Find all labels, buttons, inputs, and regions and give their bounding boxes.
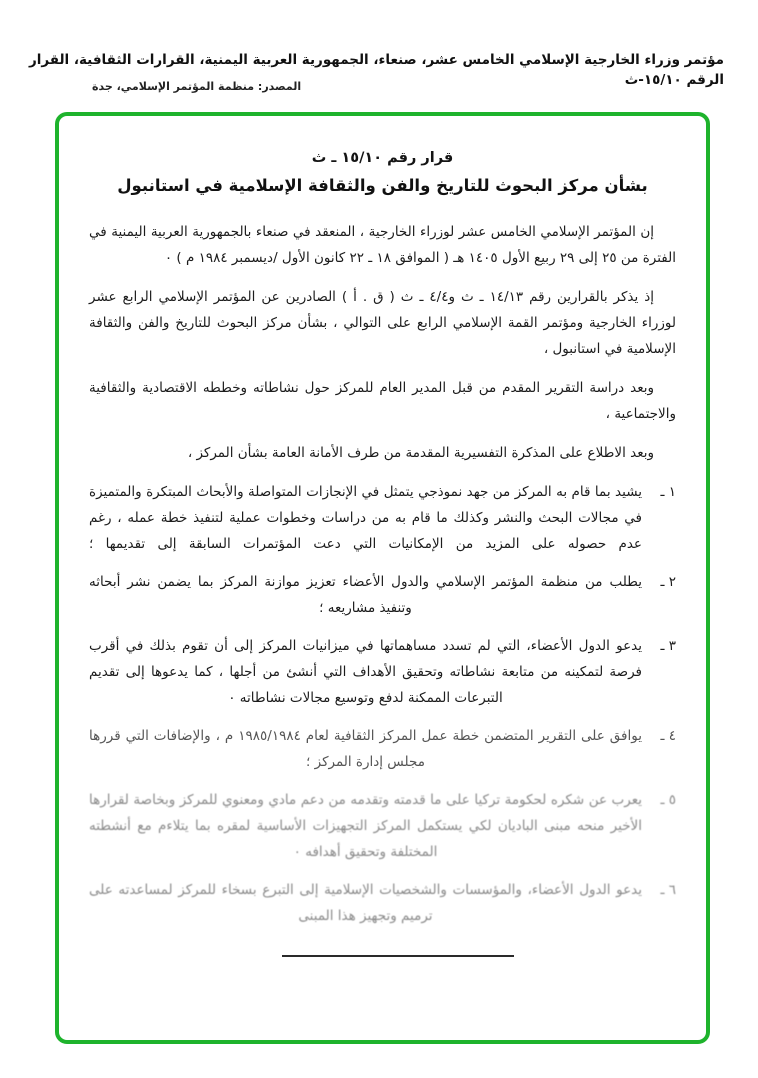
divider-line xyxy=(282,955,514,957)
decree-subject-title: بشأن مركز البحوث للتاريخ والفن والثقافة الإسلامية في استانبول xyxy=(117,176,648,195)
preamble-paragraph: وبعد الاطلاع على المذكرة التفسيرية المقدمة من طرف الأمانة العامة بشأن المركز ، xyxy=(187,445,654,461)
item-text: يعرب عن شكره لحكومة تركيا على ما قدمته وتقدمه من دعم مادي ومعنوي للمركز وبخاصة لقرارها الأخير منحه مبنى الباديان لكي يستكمل المركز التجهيزات الأساسية لمقره بما يتلاءم مع أنشطته المختلفة وتحقيق أهدافه ٠ xyxy=(89,792,642,860)
item-number: ٢ ـ xyxy=(660,574,676,590)
document-header-line: مؤتمر وزراء الخارجية الإسلامي الخامس عشر، صنعاء، الجمهورية العربية اليمنية، القرارات الثقافية، القرار الرقم ١٥/١٠-ث xyxy=(28,52,724,88)
resolution-item-6 xyxy=(89,877,676,929)
resolution-item-4 xyxy=(89,723,676,775)
source-line: المصدر: منظمة المؤتمر الإسلامي، جدة xyxy=(92,80,302,93)
item-number: ١ ـ xyxy=(660,484,676,500)
item-number: ٥ ـ xyxy=(660,792,676,808)
preamble-paragraph: وبعد دراسة التقرير المقدم من قبل المدير العام للمركز حول نشاطاته وخططه الاقتصادية والثقافية والاجتماعية ، xyxy=(89,380,676,422)
resolution-item-2 xyxy=(89,569,676,621)
item-number: ٦ ـ xyxy=(660,882,676,898)
item-number: ٣ ـ xyxy=(660,638,676,654)
item-number: ٤ ـ xyxy=(660,728,676,744)
item-text: يدعو الدول الأعضاء، التي لم تسدد مساهماتها في ميزانيات المركز إلى أن تقوم بذلك في أقرب فرصة لتمكينه من متابعة نشاطاته وتحقيق الأهداف التي أنشئ من أجلها ، كما يدعوها إلى تقديم التبرعات الممكنة لدفع وتوسيع مجالات نشاطاته ٠ xyxy=(89,638,642,706)
decree-number-title: قرار رقم ١٥/١٠ ـ ث xyxy=(311,150,454,166)
item-text: يشيد بما قام به المركز من جهد نموذجي يتمثل في الإنجازات المتواصلة والأبحاث المبتكرة والمتميزة في مجالات البحث والنشر وكذلك ما قام به من دراسات وخطوات عملية لتنفيذ خطة عمله ، رغم عدم حصوله على المزيد من الإمكانيات التي دعت المؤتمرات السابقة إلى تقديمها ؛ xyxy=(89,484,642,552)
resolution-item-3 xyxy=(89,633,676,711)
decree-content xyxy=(59,116,706,957)
decree-box xyxy=(55,112,710,1044)
preamble-paragraph: إن المؤتمر الإسلامي الخامس عشر لوزراء الخارجية ، المنعقد في صنعاء بالجمهورية العربية اليمنية في الفترة من ٢٥ إلى ٢٩ ربيع الأول ١٤٠٥ هـ ( الموافق ١٨ ـ ٢٢ كانون الأول /ديسمبر ١٩٨٤ م ) ٠ xyxy=(89,224,676,266)
item-text: يوافق على التقرير المتضمن خطة عمل المركز الثقافية لعام ١٩٨٥/١٩٨٤ م ، والإضافات التي قررها مجلس إدارة المركز ؛ xyxy=(89,728,642,770)
item-text: يدعو الدول الأعضاء، والمؤسسات والشخصيات الإسلامية إلى التبرع بسخاء للمركز لمساعدته على ترميم وتجهيز هذا المبنى xyxy=(89,882,642,924)
resolution-item-5 xyxy=(89,787,676,865)
resolution-item-1 xyxy=(89,479,676,557)
item-text: يطلب من منظمة المؤتمر الإسلامي والدول الأعضاء تعزيز موازنة المركز بما يضمن نشر أبحاثه وتنفيذ مشاريعه ؛ xyxy=(89,574,642,616)
preamble-paragraph: إذ يذكر بالقرارين رقم ١٤/١٣ ـ ث و٤/٤ ـ ث ( ق . أ ) الصادرين عن المؤتمر الإسلامي الرابع عشر لوزراء الخارجية ومؤتمر القمة الإسلامي الرابع على التوالي ، بشأن مركز البحوث للتاريخ والفن والثقافة الإسلامية في استانبول ، xyxy=(89,289,676,357)
